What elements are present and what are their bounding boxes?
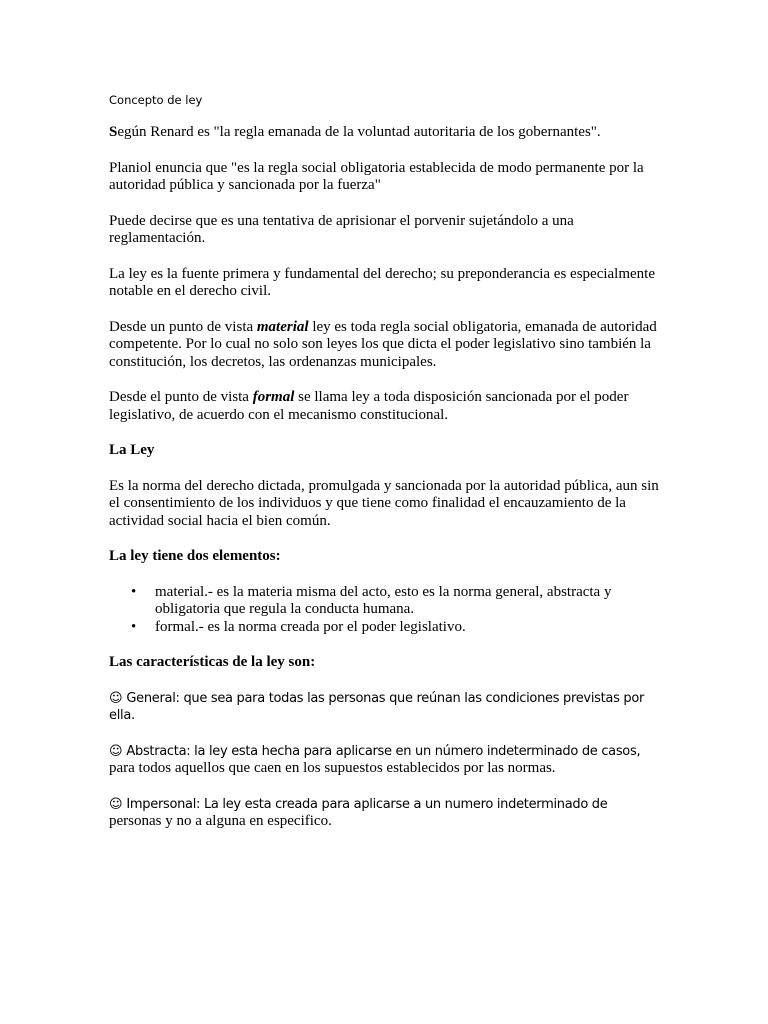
paragraph-material-rest: ley es toda regla social obligatoria, emanada de autoridad competente. Por lo cual no solo son leyes los que dicta el poder legislativo sino también la constitución, los decretos, las ordenanzas municipales. <box>109 318 657 370</box>
bullet-icon: • <box>131 583 137 600</box>
heading-la-ley: La Ley <box>109 442 155 458</box>
smiley-icon: ☺ <box>109 743 123 759</box>
list-item-text: formal.- es la norma creada por el poder legislativo. <box>155 618 466 635</box>
emphasis-material: material <box>256 318 309 335</box>
paragraph-renard-text: egún Renard es "la regla emanada de la voluntad autoritaria de los gobernantes". <box>117 124 601 140</box>
emphasis-formal: formal <box>252 389 295 405</box>
paragraph-material-lead: Desde un punto de vista <box>109 318 257 335</box>
paragraph-planiol: Planiol enuncia que "es la regla social obligatoria establecida de modo permanente por la autoridad pública y sancionada por la fuerza" <box>109 159 644 193</box>
list-item <box>131 583 659 619</box>
document-title: Concepto de ley <box>109 93 203 107</box>
drop-letter: S <box>109 124 118 140</box>
bullet-icon: • <box>131 618 137 635</box>
caracteristica-impersonal-rest: personas y no a alguna en especifico. <box>109 813 332 829</box>
smiley-icon: ☺ <box>109 796 123 812</box>
document-page <box>109 92 659 849</box>
caracteristica-abstracta <box>109 743 659 778</box>
paragraph-formal-lead: Desde el punto de vista <box>109 389 253 405</box>
paragraph-renard <box>109 124 659 142</box>
paragraph-material <box>109 319 659 372</box>
list-item <box>131 618 659 637</box>
heading-elementos: La ley tiene dos elementos: <box>109 548 281 564</box>
paragraph-fuente: La ley es la fuente primera y fundamental del derecho; su preponderancia es especialmente notable en el derecho civil. <box>109 265 655 299</box>
paragraph-formal-rest: se llama ley a toda disposición sancionada por el poder legislativo, de acuerdo con el mecanismo constitucional. <box>109 389 629 423</box>
smiley-icon: ☺ <box>109 690 123 706</box>
caracteristica-impersonal <box>109 796 659 831</box>
paragraph-tentativa: Puede decirse que es una tentativa de aprisionar el porvenir sujetándolo a una reglamentación. <box>109 212 574 246</box>
caracteristica-abstracta-rest: para todos aquellos que caen en los supuestos establecidos por las normas. <box>109 760 556 776</box>
paragraph-formal <box>109 389 659 424</box>
caracteristica-general <box>109 690 659 725</box>
heading-caracteristicas: Las características de la ley son: <box>109 654 316 670</box>
caracteristica-general-text: General: que sea para todas las personas que reúnan las condiciones previstas por ella. <box>109 690 645 723</box>
caracteristica-impersonal-text: Impersonal: La ley esta creada para aplicarse a un numero indeterminado de <box>122 796 608 812</box>
paragraph-definicion: Es la norma del derecho dictada, promulgada y sancionada por la autoridad pública, aun sin el consentimiento de los individuos y que tiene como finalidad el encauzamiento de la actividad social hacia el bien común. <box>109 477 659 529</box>
caracteristica-abstracta-text: Abstracta: la ley esta hecha para aplicarse en un número indeterminado de casos, <box>122 743 641 759</box>
list-item-text: material.- es la materia misma del acto, esto es la norma general, abstracta y obligatoria que regula la conducta humana. <box>155 583 612 617</box>
elementos-list <box>109 584 659 637</box>
